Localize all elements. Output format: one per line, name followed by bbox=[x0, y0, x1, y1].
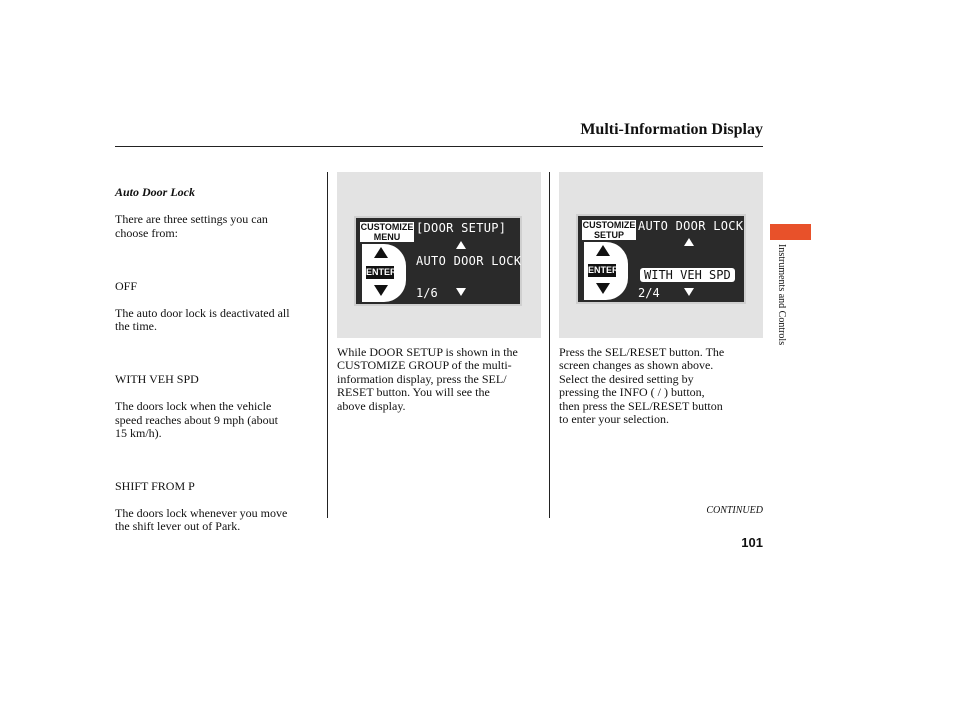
page-number: 101 bbox=[741, 535, 763, 550]
setting-description: The auto door lock is deactivated all the time. bbox=[115, 305, 290, 334]
column-divider bbox=[327, 172, 328, 518]
display-illustration-2 bbox=[559, 172, 763, 338]
selected-setting-highlight: WITH VEH SPD bbox=[640, 268, 735, 282]
section-tab-label: Instruments and Controls bbox=[776, 244, 787, 346]
display-line-2: AUTO DOOR LOCK bbox=[416, 254, 522, 268]
info-display-screen bbox=[354, 216, 522, 306]
page-indicator: 2/4 bbox=[638, 286, 660, 300]
intro-text: There are three settings you can choose from: bbox=[115, 212, 268, 240]
right-column-text: Press the SEL/RESET button. The screen changes as shown above. Select the desired setting by pressing the INFO ( / ) button, then press the SEL/RESET button to enter your selection. bbox=[559, 345, 725, 427]
display-illustration-1 bbox=[337, 172, 541, 338]
enter-button-graphic: ENTER bbox=[364, 264, 396, 281]
display-line-1: AUTO DOOR LOCK bbox=[638, 219, 744, 233]
section-title: Auto Door Lock bbox=[115, 185, 196, 200]
info-display-screen bbox=[576, 214, 746, 304]
arrow-up-icon bbox=[684, 238, 694, 246]
middle-column-text: While DOOR SETUP is shown in the CUSTOMIZE GROUP of the multi- information display, press the SEL/ RESET button. You will see the above display. bbox=[337, 345, 518, 413]
arrow-down-icon bbox=[374, 285, 388, 296]
setting-name: OFF bbox=[115, 278, 138, 293]
left-column bbox=[115, 173, 320, 547]
arrow-up-icon bbox=[596, 245, 610, 256]
setting-name: WITH VEH SPD bbox=[115, 372, 199, 387]
header-divider bbox=[115, 146, 763, 147]
continued-label: CONTINUED bbox=[706, 505, 763, 516]
setting-description: The doors lock when the vehicle speed reaches about 9 mph (about 15 km/h). bbox=[115, 399, 278, 440]
column-divider bbox=[549, 172, 550, 518]
setting-description: The doors lock whenever you move the shift lever out of Park. bbox=[115, 505, 288, 534]
arrow-up-icon bbox=[456, 241, 466, 249]
section-tab-marker bbox=[770, 224, 811, 240]
arrow-down-icon bbox=[596, 283, 610, 294]
arrow-up-icon bbox=[374, 247, 388, 258]
arrow-down-icon bbox=[684, 288, 694, 296]
arrow-down-icon bbox=[456, 288, 466, 296]
page-indicator: 1/6 bbox=[416, 286, 438, 300]
page-title: Multi-Information Display bbox=[580, 121, 763, 138]
display-line-1: [DOOR SETUP] bbox=[416, 221, 507, 235]
enter-button-graphic: ENTER bbox=[586, 262, 618, 279]
setting-name: SHIFT FROM P bbox=[115, 479, 195, 494]
customize-setup-label: CUSTOMIZE SETUP bbox=[582, 220, 636, 240]
customize-menu-label: CUSTOMIZE MENU bbox=[360, 222, 414, 242]
